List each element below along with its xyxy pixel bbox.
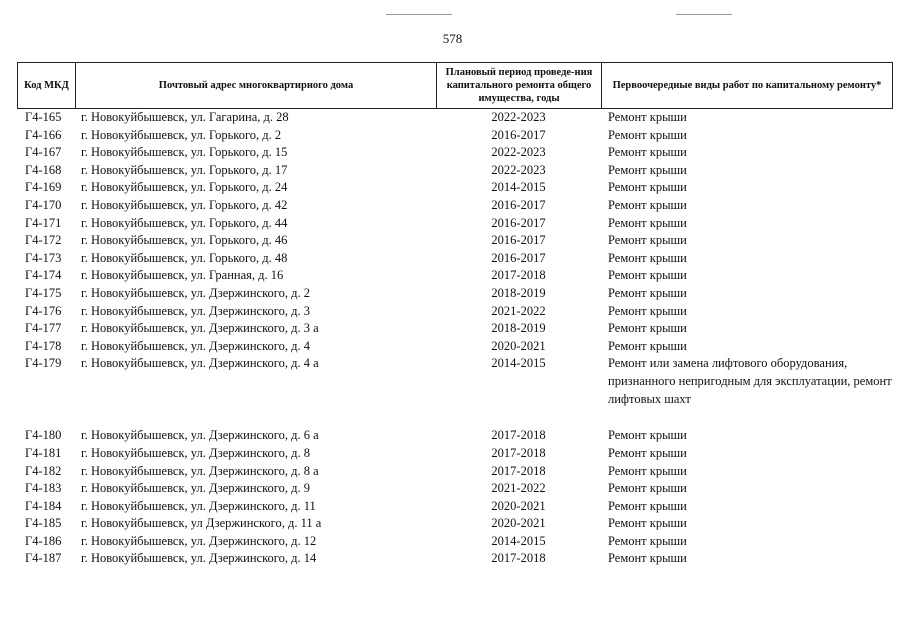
table-row	[17, 250, 892, 268]
cell-address: г. Новокуйбышевск, ул. Горького, д. 42	[81, 197, 288, 212]
cell-address: г. Новокуйбышевск, ул. Дзержинского, д. 9	[81, 481, 310, 496]
table-row	[17, 215, 892, 233]
table-row	[17, 445, 892, 463]
cell-code: Г4-186	[25, 533, 62, 548]
cell-period: 2016-2017	[491, 127, 546, 142]
cell-work: Ремонт крыши	[608, 338, 687, 353]
table-row	[17, 463, 892, 481]
cell-period: 2020-2021	[491, 338, 546, 353]
cell-code: Г4-170	[25, 197, 62, 212]
table-row	[17, 550, 892, 568]
cell-address: г. Новокуйбышевск, ул Дзержинского, д. 11 а	[81, 516, 322, 531]
page-number: 578	[442, 31, 463, 46]
cell-work: Ремонт крыши	[608, 250, 687, 265]
cell-period: 2020-2021	[491, 516, 546, 531]
cell-period: 2021-2022	[491, 481, 546, 496]
table-row	[17, 320, 892, 338]
cell-work: Ремонт крыши	[608, 162, 687, 177]
table-row	[17, 197, 892, 215]
cell-period: 2021-2022	[491, 303, 546, 318]
header-period: Плановый период проведе-ния капитального ремонта общего имущества, годы	[437, 63, 602, 109]
cell-work: Ремонт крыши	[608, 215, 687, 230]
cell-address: г. Новокуйбышевск, ул. Горького, д. 48	[81, 250, 288, 265]
table-row	[17, 267, 892, 285]
cell-code: Г4-184	[25, 498, 62, 513]
cell-work: Ремонт крыши	[608, 303, 687, 318]
cell-address: г. Новокуйбышевск, ул. Дзержинского, д. 8 а	[81, 463, 319, 478]
table-row	[17, 162, 892, 180]
cell-work: Ремонт крыши	[608, 321, 687, 336]
cell-code: Г4-178	[25, 338, 62, 353]
cell-work: Ремонт крыши	[608, 285, 687, 300]
cell-work: Ремонт крыши	[608, 127, 687, 142]
table-row	[17, 355, 892, 427]
table-row	[17, 498, 892, 516]
header-works: Первоочередные виды работ по капитальному ремонту*	[602, 63, 893, 109]
cell-period: 2014-2015	[491, 180, 546, 195]
cell-period: 2022-2023	[491, 145, 546, 160]
cell-period: 2022-2023	[491, 110, 546, 124]
cell-period: 2016-2017	[491, 215, 546, 230]
cell-address: г. Новокуйбышевск, ул. Горького, д. 17	[81, 162, 288, 177]
cell-code: Г4-187	[25, 551, 62, 566]
cell-period: 2017-2018	[491, 551, 546, 566]
table-row	[17, 232, 892, 250]
cell-work: Ремонт крыши	[608, 498, 687, 513]
table-row	[17, 480, 892, 498]
cell-code: Г4-177	[25, 321, 62, 336]
cell-code: Г4-174	[25, 268, 62, 283]
cell-work: Ремонт крыши	[608, 145, 687, 160]
table-row	[17, 127, 892, 145]
cell-address: г. Новокуйбышевск, ул. Дзержинского, д. 4 а	[81, 356, 319, 371]
table-row	[17, 533, 892, 551]
cell-address: г. Новокуйбышевск, ул. Дзержинского, д. 14	[81, 551, 317, 566]
table-row	[17, 427, 892, 445]
cell-work: Ремонт или замена лифтового оборудования, признанного непригодным для эксплуатации, ремонт лифтовых шахт	[608, 356, 892, 406]
cell-work: Ремонт крыши	[608, 533, 687, 548]
cell-code: Г4-175	[25, 285, 62, 300]
cell-code: Г4-181	[25, 445, 62, 460]
cell-work: Ремонт крыши	[608, 463, 687, 478]
cell-code: Г4-173	[25, 250, 62, 265]
cell-address: г. Новокуйбышевск, ул. Горького, д. 24	[81, 180, 288, 195]
cell-address: г. Новокуйбышевск, ул. Горького, д. 15	[81, 145, 288, 160]
cell-code: Г4-182	[25, 463, 62, 478]
cell-work: Ремонт крыши	[608, 197, 687, 212]
cell-period: 2016-2017	[491, 250, 546, 265]
table-row	[17, 144, 892, 162]
cell-address: г. Новокуйбышевск, ул. Дзержинского, д. 4	[81, 338, 310, 353]
cell-period: 2017-2018	[491, 268, 546, 283]
scan-artifact-line	[676, 14, 732, 15]
table-body	[17, 109, 892, 568]
cell-address: г. Новокуйбышевск, ул. Горького, д. 44	[81, 215, 288, 230]
cell-address: г. Новокуйбышевск, ул. Дзержинского, д. 6 а	[81, 428, 319, 443]
cell-address: г. Новокуйбышевск, ул. Дзержинского, д. 12	[81, 533, 317, 548]
cell-code: Г4-185	[25, 516, 62, 531]
cell-work: Ремонт крыши	[608, 445, 687, 460]
cell-code: Г4-183	[25, 481, 62, 496]
table-row	[17, 515, 892, 533]
cell-period: 2014-2015	[491, 356, 546, 371]
cell-code: Г4-169	[25, 180, 62, 195]
cell-period: 2017-2018	[491, 463, 546, 478]
cell-period: 2016-2017	[491, 233, 546, 248]
cell-code: Г4-167	[25, 145, 62, 160]
cell-period: 2016-2017	[491, 197, 546, 212]
cell-address: г. Новокуйбышевск, ул. Гагарина, д. 28	[81, 110, 289, 124]
cell-work: Ремонт крыши	[608, 481, 687, 496]
cell-period: 2022-2023	[491, 162, 546, 177]
cell-address: г. Новокуйбышевск, ул. Горького, д. 46	[81, 233, 288, 248]
table-row	[17, 285, 892, 303]
cell-code: Г4-165	[25, 110, 62, 124]
cell-period: 2020-2021	[491, 498, 546, 513]
cell-code: Г4-168	[25, 162, 62, 177]
scan-artifact-line	[386, 14, 452, 15]
header-code: Код МКД	[18, 63, 76, 109]
table-row	[17, 179, 892, 197]
cell-work: Ремонт крыши	[608, 268, 687, 283]
cell-period: 2018-2019	[491, 285, 546, 300]
cell-address: г. Новокуйбышевск, ул. Дзержинского, д. 11	[81, 498, 316, 513]
cell-address: г. Новокуйбышевск, ул. Дзержинского, д. 3	[81, 303, 310, 318]
cell-address: г. Новокуйбышевск, ул. Дзержинского, д. 3 а	[81, 321, 319, 336]
cell-code: Г4-180	[25, 428, 62, 443]
cell-work: Ремонт крыши	[608, 180, 687, 195]
cell-code: Г4-179	[25, 356, 62, 371]
cell-address: г. Новокуйбышевск, ул. Горького, д. 2	[81, 127, 282, 142]
cell-code: Г4-172	[25, 233, 62, 248]
cell-work: Ремонт крыши	[608, 428, 687, 443]
table-row	[17, 338, 892, 356]
table-header	[17, 62, 893, 109]
cell-address: г. Новокуйбышевск, ул. Гранная, д. 16	[81, 268, 284, 283]
cell-work: Ремонт крыши	[608, 516, 687, 531]
header-address: Почтовый адрес многоквартирного дома	[76, 63, 437, 109]
cell-code: Г4-166	[25, 127, 62, 142]
cell-address: г. Новокуйбышевск, ул. Дзержинского, д. 8	[81, 445, 310, 460]
cell-period: 2017-2018	[491, 445, 546, 460]
cell-code: Г4-171	[25, 215, 62, 230]
cell-period: 2014-2015	[491, 533, 546, 548]
cell-address: г. Новокуйбышевск, ул. Дзержинского, д. 2	[81, 285, 310, 300]
cell-work: Ремонт крыши	[608, 551, 687, 566]
cell-period: 2018-2019	[491, 321, 546, 336]
table-row	[17, 109, 892, 127]
cell-work: Ремонт крыши	[608, 233, 687, 248]
table-row	[17, 303, 892, 321]
cell-work: Ремонт крыши	[608, 110, 687, 124]
cell-period: 2017-2018	[491, 428, 546, 443]
cell-code: Г4-176	[25, 303, 62, 318]
